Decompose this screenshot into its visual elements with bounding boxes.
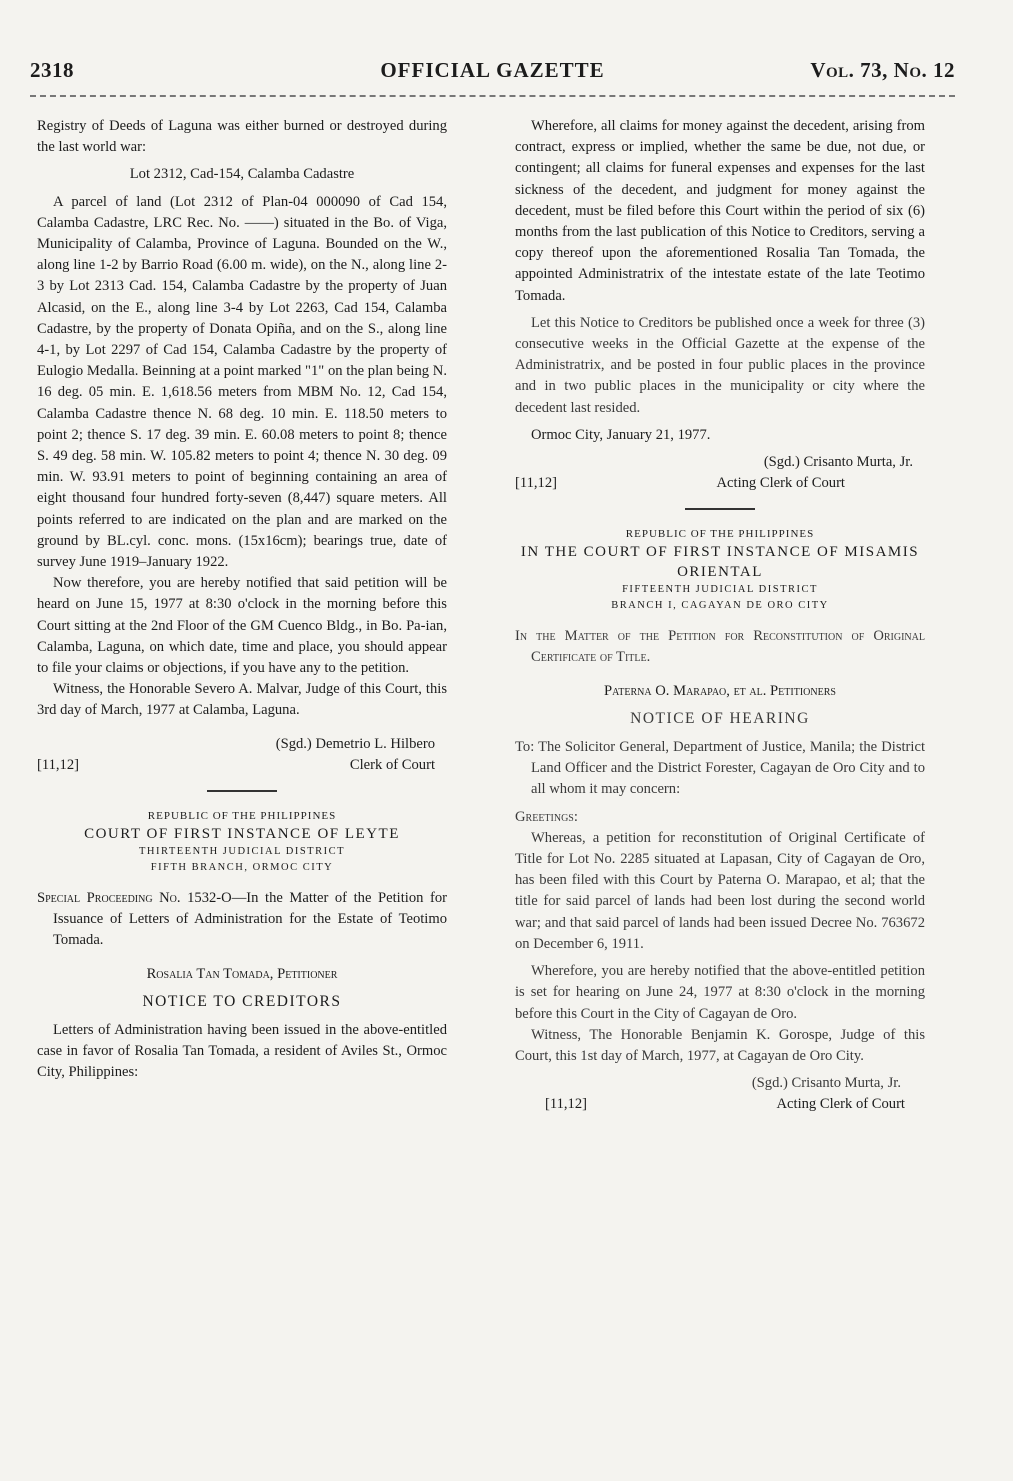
signature-line xyxy=(515,1094,925,1115)
publication-paragraph: Let this Notice to Creditors be published once a week for three (3) consecutive weeks in the Official Gazette at the expense of the Administratrix, and be posted in four public places in the province and in two public places in the municipality or city where the decedent last resided. xyxy=(515,314,925,416)
greetings: Greetings: xyxy=(515,808,578,825)
case-label: Special Proceeding No. 1532-O xyxy=(37,889,232,906)
issue-reference: [11,12] xyxy=(37,756,80,773)
lot-title: Lot 2312, Cad-154, Calamba Cadastre xyxy=(129,166,355,183)
page-header xyxy=(30,58,955,90)
paragraph: Registry of Deeds of Laguna was either burned or destroyed during the last world war: xyxy=(37,118,447,156)
issue-reference: [11,12] xyxy=(515,475,558,492)
petitioner-line: Rosalia Tan Tomada, Petitioner xyxy=(146,965,338,982)
signature-name: (Sgd.) Crisanto Murta, Jr. xyxy=(751,1075,901,1092)
court-header-name: IN THE COURT OF FIRST INSTANCE OF MISAMIS ORIENTAL xyxy=(520,544,920,581)
witness-paragraph: Witness, the Honorable Severo A. Malvar, Judge of this Court, this 3rd day of March, 1977 at Calamba, Laguna. xyxy=(37,681,447,719)
signature-line xyxy=(37,755,447,776)
case-caption: In the Matter of the Petition for Reconstitution of Original Certificate of Title. xyxy=(515,628,925,666)
court-header-branch: BRANCH I, CAGAYAN DE ORO CITY xyxy=(611,600,829,612)
notice-title: NOTICE OF HEARING xyxy=(630,709,810,727)
volume-issue: Vol. 73, No. 12 xyxy=(810,58,955,82)
section-divider xyxy=(685,508,755,510)
signature-line xyxy=(515,473,925,494)
header-rule xyxy=(30,95,955,97)
paragraph: Letters of Administration having been issued in the above-entitled case in favor of Rosalia Tan Tomada, a resident of Aviles St., Ormoc City, Philippines: xyxy=(37,1021,447,1081)
section-divider xyxy=(207,790,277,792)
witness-paragraph: Witness, The Honorable Benjamin K. Gorospe, Judge of this Court, this 1st day of March, 1977, at Cagayan de Oro City. xyxy=(515,1026,925,1064)
issue-reference: [11,12] xyxy=(545,1096,588,1113)
signature-name: (Sgd.) Demetrio L. Hilbero xyxy=(275,735,435,752)
date-line: Ormoc City, January 21, 1977. xyxy=(531,426,711,443)
claims-paragraph: Wherefore, all claims for money against the decedent, arising from contract, express or implied, whether the same be due, not due, or contingent; all claims for funeral expenses and expenses for the last sickness of the decedent, and judgment for money against the decedent, must be filed before this Court within the period of six (6) months from the last publication of this Notice to Creditors, serving a copy thereof upon the aforementioned Rosalia Tan Tomada, the appointed Administratrix of the intestate estate of the late Teotimo Tomada. xyxy=(515,118,925,304)
signature-title: Acting Clerk of Court xyxy=(776,1096,905,1113)
case-caption xyxy=(37,888,447,952)
court-header-district: FIFTEENTH JUDICIAL DISTRICT xyxy=(622,584,818,596)
left-column xyxy=(37,116,447,1084)
notice-title: NOTICE TO CREDITORS xyxy=(142,992,342,1010)
signature-name: (Sgd.) Crisanto Murta, Jr. xyxy=(763,454,913,471)
lot-description: A parcel of land (Lot 2312 of Plan-04 000090 of Cad 154, Calamba Cadastre, LRC Rec. No. ——) situated in the Bo. of Viga, Municipality of Calamba, Province of Laguna. Bounded on the W., along line 1-2 by Barrio Road (6.00 m. wide), on the N., along line 2-3 by Lot 2313 Cad. 154, Calamba Cadastre by the property of Juan Alcasid, on the E., along line 3-4 by Lot 2263, Cad 154, Calamba Cadastre, by the property of Donata Opiña, and on the S., along line 4-1, by Lot 2297 of Cad 154, Calamba Cadastre by the property of Eulogio Medalla. Beinning at a point marked "1" on the plan being N. 16 deg. 05 min. E. 1,618.56 meters from MBM No. 12, Cad 154, Calamba Cadastre thence N. 68 deg. 10 min. E. 118.50 meters to point 2; thence S. 17 deg. 39 min. E. 60.08 meters to point 8; thence S. 49 deg. 58 min. W. 105.82 meters to point 4; thence N. 30 deg. 09 min. W. 93.91 meters to point of beginning containing an area of eight thousand four hundred forty-seven (8,447) square meters. All points referred to are indicated on the plan and are marked on the ground by BL.cyl. conc. mons. (15x16cm); bearings true, date of survey June 1919–January 1922. xyxy=(37,193,447,571)
court-header-republic: REPUBLIC OF THE PHILIPPINES xyxy=(147,809,337,822)
right-column xyxy=(515,116,925,1115)
publication-title: OFFICIAL GAZETTE xyxy=(380,58,605,82)
court-header-district: THIRTEENTH JUDICIAL DISTRICT xyxy=(138,845,346,857)
court-header-branch: FIFTH BRANCH, ORMOC CITY xyxy=(150,861,334,873)
case-text: —In the Matter of the Petition for Issuance of Letters of Administration for the Estate of Teotimo Tomada. xyxy=(53,889,447,949)
petitioner-line: Paterna O. Marapao, et al. Petitioners xyxy=(604,682,836,699)
court-header-name: COURT OF FIRST INSTANCE OF LEYTE xyxy=(84,825,400,842)
whereas-paragraph: Whereas, a petition for reconstitution of Original Certificate of Title for Lot No. 2285 situated at Lapasan, City of Cagayan de Oro, has been filed with this Court by Paterna O. Marapao, et al; that the title for said parcel of lands had been lost during the second world war; and that said parcel of lands had been issued Decree No. 763672 on December 6, 1911. xyxy=(515,829,925,952)
hearing-notice-paragraph: Now therefore, you are hereby notified that said petition will be heard on June 15, 1977 at 8:30 o'clock in the morning before this Court sitting at the 2nd Floor of the GM Cuenco Bldg., in Bo. Pa-ian, Calamba, Laguna, on which date, time and place, you should appear to file your claims or objections, if you have any to the petition. xyxy=(37,575,447,677)
hearing-notice-paragraph: Wherefore, you are hereby notified that the above-entitled petition is set for hearing on June 24, 1977 at 8:30 o'clock in the morning before this Court in the City of Cagayan de Oro. xyxy=(515,963,925,1022)
signature-title: Clerk of Court xyxy=(349,756,435,773)
addressees: To: The Solicitor General, Department of Justice, Manila; the District Land Officer and the District Forester, Cagayan de Oro City and to all whom it may concern: xyxy=(515,739,925,798)
court-header-republic: REPUBLIC OF THE PHILIPPINES xyxy=(625,528,815,541)
signature-title: Acting Clerk of Court xyxy=(716,475,845,492)
page-number: 2318 xyxy=(30,58,74,82)
